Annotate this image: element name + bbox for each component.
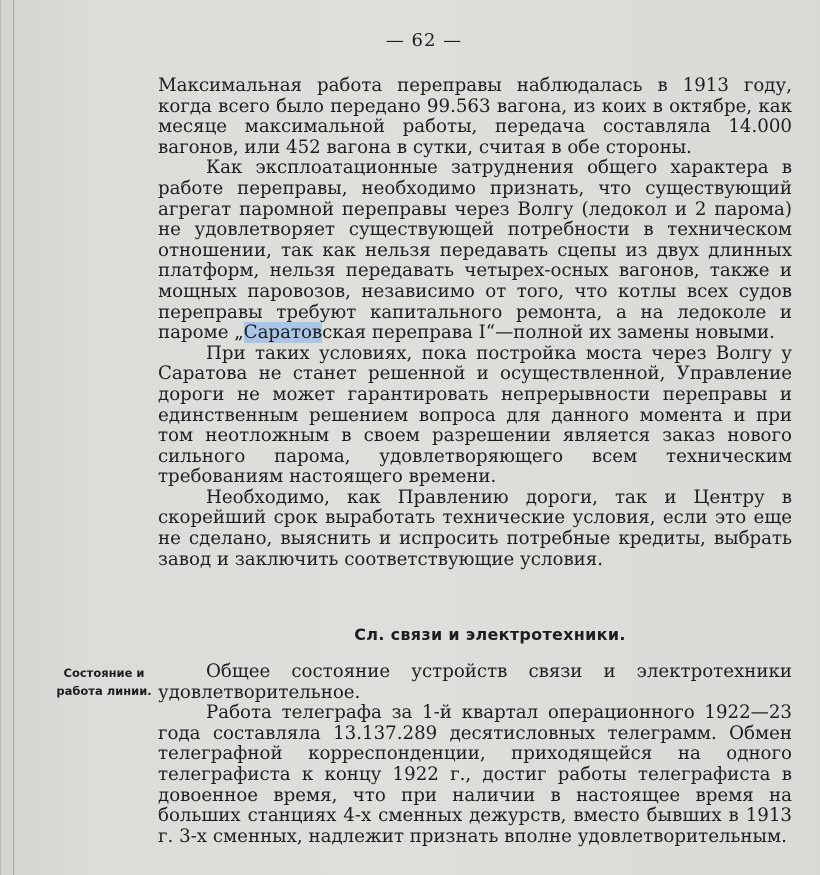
page-number: — 62 — [385,30,463,51]
paragraph-2-text: Как эксплоатационные затруднения общего характера в работе переправы, необходимо признать, что существующий агрегат паромной переправы через Волгу (ледокол и 2 парома) не удовлетворяет существующей потребности в техническом отношении, так как нельзя передавать сцепы из двух длинных платформ, нельзя передавать четырех-осных вагонов, также и мощных паровозов, независимо от того, что котлы всех судов переправы требуют капитального ремонта, а на ледоколе и пароме „ [158,157,792,344]
paragraph-1: Максимальная работа переправы наблюдалась в 1913 году, когда всего было передано 99.563 вагона, из коих в октябре, как месяце максимальной работы, передача составляла 14.000 вагонов, или 452 вагона в сутки, считая в обе стороны. [158,75,792,158]
side-note: Состояние и работа линии. [56,666,152,698]
paragraph-2 [158,158,792,343]
paragraph-3: При таких условиях, пока постройка моста через Волгу у Саратова не станет решенной и осуществленной, Управление дороги не может гарантировать непрерывности переправы и единственным решением вопроса для данного момента и при том неотложным в своем разрешении является заказ нового сильного парома, удовлетворяющего всем техническим требованиям настоящего времени. [158,342,792,488]
paragraph-2-tail: ская переправа I“—полной их замены новыми. [322,322,775,344]
highlighted-word[interactable]: Саратов [243,322,323,344]
section-heading: Сл. связи и электротехники. [354,625,626,644]
paragraph-6: Работа телеграфа за 1-й квартал операционного 1922—23 года составляла 13.137.289 десятисловных телеграмм. Обмен телеграфной корреспонденции, приходящейся на одного телеграфиста к концу 1922 г., достиг работы телеграфиста в довоенное время, что при наличии в настоящее время на больших станциях 4-х сменных дежурств, вместо бывших в 1913 г. 3-х сменных, надлежит признать вполне удовлетворительным. [158,702,792,847]
main-text-block [158,76,792,570]
section-text-block [158,662,792,847]
paragraph-4: Необходимо, как Правлению дороги, так и Центру в скорейший срок выработать технические условия, если это еще не сделано, выяснить и испросить потребные кредиты, выбрать завод и заключить соответствующие условия. [158,486,792,570]
paragraph-5: Общее состояние устройств связи и электротехники удовлетворительное. [158,661,792,703]
page-edge-line [13,0,14,875]
